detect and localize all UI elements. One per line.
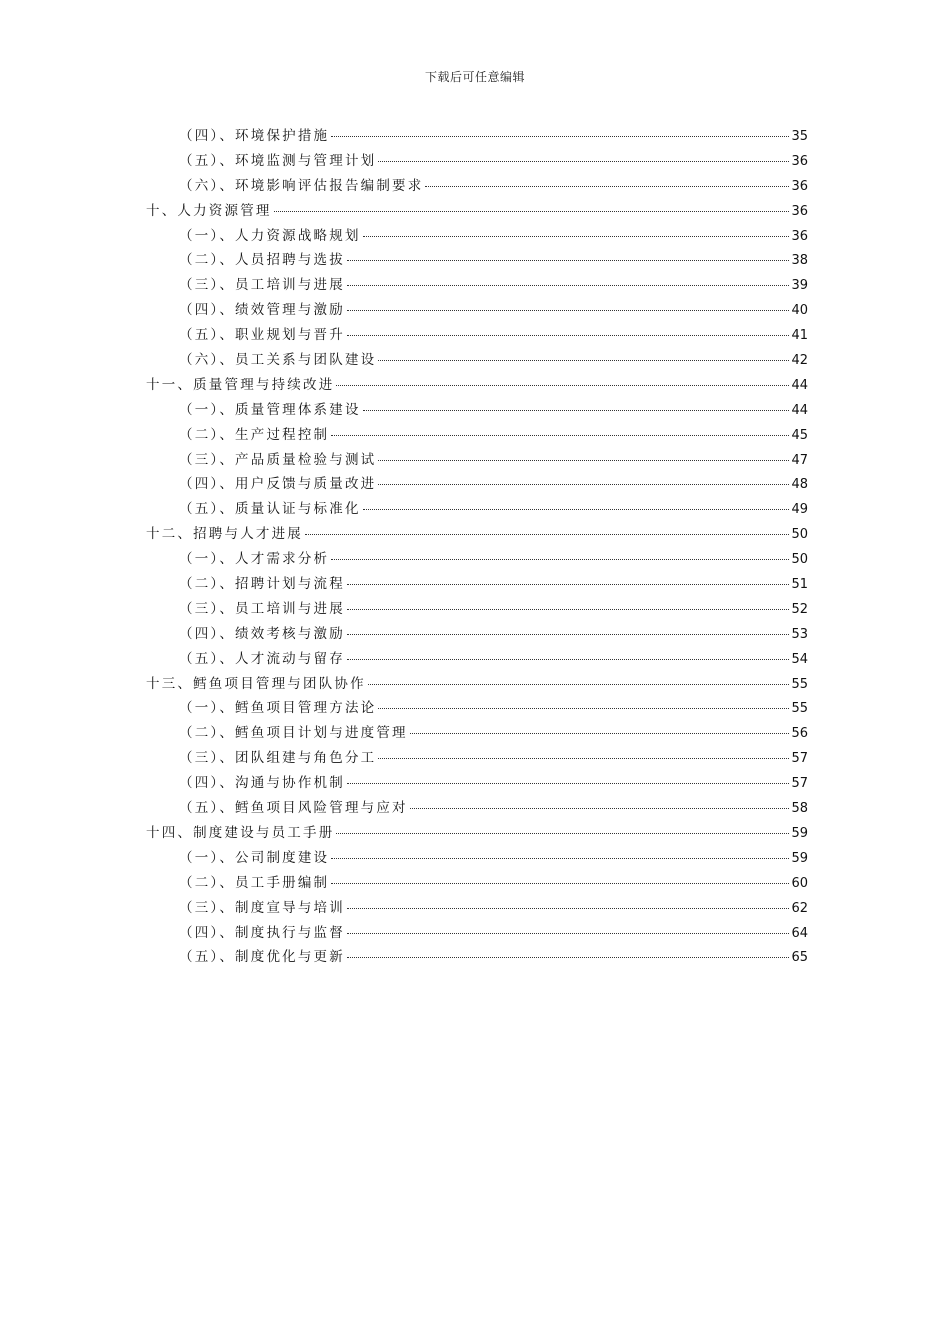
toc-page-number: 45 xyxy=(791,427,808,443)
toc-entry-label: （三）、员工培训与进展 xyxy=(179,277,345,294)
toc-page-number: 57 xyxy=(791,751,808,767)
toc-chapter-entry[interactable] xyxy=(146,199,808,224)
toc-section-entry[interactable] xyxy=(146,547,808,572)
toc-dot-leader xyxy=(347,957,790,958)
toc-page-number: 59 xyxy=(791,825,808,841)
toc-section-entry[interactable] xyxy=(146,921,808,946)
toc-entry-label: （二）、招聘计划与流程 xyxy=(179,576,345,593)
toc-section-entry[interactable] xyxy=(146,224,808,249)
toc-section-entry[interactable] xyxy=(146,746,808,771)
toc-dot-leader xyxy=(305,534,789,535)
toc-page-number: 64 xyxy=(791,925,808,941)
toc-page-number: 44 xyxy=(791,377,808,393)
toc-section-entry[interactable] xyxy=(146,348,808,373)
toc-section-entry[interactable] xyxy=(146,398,808,423)
toc-dot-leader xyxy=(347,285,790,286)
toc-page-number: 41 xyxy=(791,328,808,344)
toc-dot-leader xyxy=(336,385,789,386)
toc-entry-label: （四）、环境保护措施 xyxy=(179,128,330,144)
toc-entry-label: （二）、鳕鱼项目计划与进度管理 xyxy=(179,725,408,742)
toc-dot-leader xyxy=(378,161,789,162)
toc-section-entry[interactable] xyxy=(146,871,808,896)
toc-entry-label: （五）、人才流动与留存 xyxy=(179,650,345,667)
toc-page-number: 38 xyxy=(791,253,808,269)
toc-entry-label: （三）、产品质量检验与测试 xyxy=(179,451,377,468)
toc-page-number: 42 xyxy=(791,353,808,369)
toc-section-entry[interactable] xyxy=(146,896,808,921)
toc-page-number: 51 xyxy=(791,577,808,593)
toc-dot-leader xyxy=(363,236,790,237)
toc-entry-label: （一）、人力资源战略规划 xyxy=(179,227,361,244)
toc-dot-leader xyxy=(347,260,790,261)
toc-entry-label: 十四、制度建设与员工手册 xyxy=(146,824,335,841)
toc-section-entry[interactable] xyxy=(146,448,808,473)
toc-entry-label: （一）、公司制度建设 xyxy=(179,849,330,866)
toc-dot-leader xyxy=(331,136,789,137)
toc-section-entry[interactable] xyxy=(146,572,808,597)
toc-dot-leader xyxy=(331,858,789,859)
toc-page-number: 44 xyxy=(791,402,808,418)
toc-section-entry[interactable] xyxy=(146,846,808,871)
toc-dot-leader xyxy=(331,559,789,560)
toc-entry-label: （六）、员工关系与团队建设 xyxy=(179,352,377,369)
toc-dot-leader xyxy=(410,808,790,809)
toc-page-number: 49 xyxy=(791,502,808,518)
toc-entry-label: （四）、绩效管理与激励 xyxy=(179,302,345,319)
toc-page-number: 56 xyxy=(791,726,808,742)
toc-page-number: 50 xyxy=(791,527,808,543)
toc-section-entry[interactable] xyxy=(146,597,808,622)
toc-page-number: 55 xyxy=(791,676,808,692)
toc-chapter-entry[interactable] xyxy=(146,821,808,846)
toc-chapter-entry[interactable] xyxy=(146,522,808,547)
toc-dot-leader xyxy=(347,908,790,909)
toc-page-number: 36 xyxy=(791,228,808,244)
toc-entry-label: （五）、鳕鱼项目风险管理与应对 xyxy=(179,800,408,817)
toc-section-entry[interactable] xyxy=(146,174,808,199)
toc-entry-label: （四）、绩效考核与激励 xyxy=(179,625,345,642)
toc-page-number: 36 xyxy=(791,178,808,194)
toc-entry-label: （二）、人员招聘与选拔 xyxy=(179,252,345,269)
toc-dot-leader xyxy=(331,883,789,884)
toc-entry-label: （五）、制度优化与更新 xyxy=(179,949,345,966)
toc-entry-label: （四）、制度执行与监督 xyxy=(179,924,345,941)
toc-entry-label: （二）、员工手册编制 xyxy=(179,874,330,891)
toc-entry-label: （五）、质量认证与标准化 xyxy=(179,501,361,518)
toc-entry-label: （四）、用户反馈与质量改进 xyxy=(179,476,377,493)
toc-chapter-entry[interactable] xyxy=(146,373,808,398)
toc-dot-leader xyxy=(378,758,789,759)
toc-page-number: 53 xyxy=(791,626,808,642)
toc-section-entry[interactable] xyxy=(146,149,808,174)
page-header: 下载后可任意编辑 xyxy=(424,70,525,84)
toc-entry-label: （六）、环境影响评估报告编制要求 xyxy=(179,177,424,194)
toc-entry-label: （三）、制度宣导与培训 xyxy=(179,899,345,916)
toc-section-entry[interactable] xyxy=(146,647,808,672)
toc-page-number: 62 xyxy=(791,900,808,916)
toc-page-number: 40 xyxy=(791,303,808,319)
toc-entry-label: （五）、环境监测与管理计划 xyxy=(179,152,377,169)
toc-page-number: 59 xyxy=(791,850,808,866)
toc-page-number: 36 xyxy=(791,203,808,219)
toc-section-entry[interactable] xyxy=(146,273,808,298)
toc-entry-label: （一）、鳕鱼项目管理方法论 xyxy=(179,700,377,717)
toc-dot-leader xyxy=(347,659,790,660)
toc-page-number: 50 xyxy=(791,552,808,568)
toc-entry-label: 十一、质量管理与持续改进 xyxy=(146,376,335,393)
toc-page-number: 47 xyxy=(791,452,808,468)
toc-entry-label: 十、人力资源管理 xyxy=(146,202,272,219)
toc-page-number: 36 xyxy=(791,153,808,169)
toc-dot-leader xyxy=(347,310,790,311)
toc-page-number: 57 xyxy=(791,776,808,792)
toc-entry-label: （三）、员工培训与进展 xyxy=(179,600,345,617)
toc-dot-leader xyxy=(347,933,790,934)
toc-section-entry[interactable] xyxy=(146,497,808,522)
toc-page-number: 39 xyxy=(791,278,808,294)
toc-section-entry[interactable] xyxy=(146,298,808,323)
toc-section-entry[interactable] xyxy=(146,771,808,796)
toc-section-entry[interactable] xyxy=(146,696,808,721)
toc-page-number: 55 xyxy=(791,701,808,717)
toc-entry-label: （四）、沟通与协作机制 xyxy=(179,775,345,792)
toc-entry-label: 十三、鳕鱼项目管理与团队协作 xyxy=(146,675,366,692)
toc-dot-leader xyxy=(347,634,790,635)
toc-dot-leader xyxy=(331,435,789,436)
toc-dot-leader xyxy=(347,335,790,336)
toc-section-entry[interactable] xyxy=(146,945,808,970)
toc-dot-leader xyxy=(378,360,789,361)
toc-page-number: 58 xyxy=(791,801,808,817)
toc-entry-label: （三）、团队组建与角色分工 xyxy=(179,750,377,767)
toc-entry-label: （一）、人才需求分析 xyxy=(179,551,330,568)
toc-dot-leader xyxy=(410,733,790,734)
toc-entry-label: （二）、生产过程控制 xyxy=(179,426,330,443)
toc-page-number: 52 xyxy=(791,601,808,617)
toc-entry-label: 十二、招聘与人才进展 xyxy=(146,526,303,543)
toc-section-entry[interactable] xyxy=(146,248,808,273)
toc-dot-leader xyxy=(363,509,790,510)
toc-entry-label: （一）、质量管理体系建设 xyxy=(179,401,361,418)
toc-dot-leader xyxy=(378,484,789,485)
toc-dot-leader xyxy=(347,783,790,784)
toc-section-entry[interactable] xyxy=(146,472,808,497)
toc-dot-leader xyxy=(274,211,790,212)
toc-section-entry[interactable] xyxy=(146,423,808,448)
toc-page-number: 60 xyxy=(791,875,808,891)
toc-section-entry[interactable] xyxy=(146,124,808,149)
toc-section-entry[interactable] xyxy=(146,721,808,746)
toc-page-number: 48 xyxy=(791,477,808,493)
toc-dot-leader xyxy=(378,460,789,461)
toc-chapter-entry[interactable] xyxy=(146,672,808,697)
toc-dot-leader xyxy=(347,609,790,610)
toc-dot-leader xyxy=(363,410,790,411)
toc-section-entry[interactable] xyxy=(146,323,808,348)
toc-entry-label: （五）、职业规划与晋升 xyxy=(179,327,345,344)
toc-dot-leader xyxy=(336,833,789,834)
toc-dot-leader xyxy=(368,684,790,685)
toc-page-number: 65 xyxy=(791,950,808,966)
toc-page-number: 54 xyxy=(791,651,808,667)
toc-dot-leader xyxy=(378,708,789,709)
toc-dot-leader xyxy=(347,584,790,585)
toc-section-entry[interactable] xyxy=(146,622,808,647)
toc-dot-leader xyxy=(425,186,789,187)
table-of-contents xyxy=(146,124,808,970)
toc-page-number: 35 xyxy=(791,129,808,144)
toc-section-entry[interactable] xyxy=(146,796,808,821)
